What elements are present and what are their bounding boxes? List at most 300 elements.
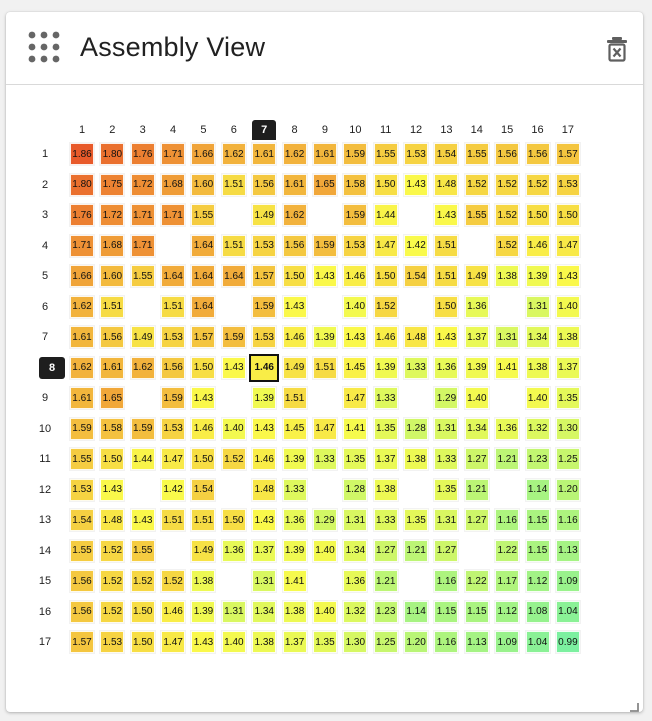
grid-cell[interactable]: 1.36 <box>495 418 519 440</box>
grid-cell[interactable]: 1.49 <box>191 540 215 562</box>
grid-cell[interactable]: 1.50 <box>374 265 398 287</box>
grid-cell[interactable]: 1.52 <box>131 570 155 592</box>
grid-cell[interactable]: 1.36 <box>283 509 307 531</box>
grid-cell[interactable]: 1.21 <box>465 479 489 501</box>
grid-cell[interactable]: 1.55 <box>131 265 155 287</box>
grid-cell[interactable]: 1.59 <box>252 296 276 318</box>
column-header-8[interactable]: 8 <box>291 124 298 136</box>
grid-cell[interactable]: 1.48 <box>434 174 458 196</box>
grid-cell[interactable]: 1.53 <box>70 479 94 501</box>
grid-cell[interactable]: 1.42 <box>404 235 428 257</box>
grid-cell[interactable]: 1.31 <box>252 570 276 592</box>
grid-cell[interactable]: 1.51 <box>161 296 185 318</box>
row-header-2[interactable]: 2 <box>41 178 49 191</box>
column-header-13[interactable]: 13 <box>440 124 453 136</box>
grid-cell[interactable]: 1.45 <box>343 357 367 379</box>
grid-cell[interactable]: 1.33 <box>404 357 428 379</box>
grid-cell[interactable]: 1.43 <box>131 509 155 531</box>
grid-cell[interactable]: 1.45 <box>283 418 307 440</box>
grid-cell[interactable]: 1.37 <box>465 326 489 348</box>
grid-cell[interactable]: 1.57 <box>70 631 94 653</box>
row-header-7[interactable]: 7 <box>41 331 49 343</box>
grid-cell[interactable]: 1.39 <box>191 601 215 623</box>
grid-cell[interactable]: 1.39 <box>252 387 276 409</box>
grid-cell[interactable]: 1.64 <box>191 296 215 318</box>
column-header-3[interactable]: 3 <box>139 124 146 136</box>
grid-cell[interactable]: 1.54 <box>404 265 428 287</box>
grid-cell[interactable]: 1.35 <box>556 387 580 409</box>
column-header-1[interactable]: 1 <box>78 124 86 136</box>
row-header-1[interactable]: 1 <box>41 148 49 160</box>
grid-cell[interactable]: 1.43 <box>434 204 458 226</box>
grid-cell[interactable]: 1.38 <box>191 570 215 592</box>
grid-cell[interactable]: 1.53 <box>343 235 367 257</box>
grid-cell[interactable]: 1.51 <box>100 296 124 318</box>
row-header-13[interactable]: 13 <box>38 514 52 526</box>
grid-cell[interactable]: 1.13 <box>556 540 580 562</box>
grid-cell[interactable]: 1.40 <box>556 296 580 318</box>
grid-cell[interactable]: 1.40 <box>465 387 489 409</box>
grid-cell[interactable]: 1.39 <box>374 357 398 379</box>
column-header-11[interactable]: 11 <box>379 124 392 136</box>
grid-cell[interactable]: 1.56 <box>161 357 185 379</box>
grid-cell[interactable]: 1.62 <box>70 357 94 379</box>
grid-cell[interactable]: 1.39 <box>465 357 489 379</box>
grid-cell[interactable]: 1.43 <box>252 509 276 531</box>
grid-cell[interactable]: 1.38 <box>495 265 519 287</box>
grid-cell[interactable]: 1.33 <box>374 387 398 409</box>
grid-cell[interactable]: 1.15 <box>465 601 489 623</box>
grid-cell[interactable]: 1.50 <box>556 204 580 226</box>
column-header-6[interactable]: 6 <box>230 124 237 136</box>
grid-cell[interactable]: 1.23 <box>374 601 398 623</box>
row-header-5[interactable]: 5 <box>41 270 49 282</box>
grid-cell[interactable]: 1.49 <box>283 357 307 379</box>
grid-cell[interactable]: 1.46 <box>161 601 185 623</box>
grid-cell[interactable]: 1.55 <box>465 143 489 165</box>
grid-cell[interactable]: 1.52 <box>100 540 124 562</box>
grid-cell[interactable]: 1.61 <box>252 143 276 165</box>
grid-cell[interactable]: 1.46 <box>191 418 215 440</box>
grid-cell[interactable]: 1.38 <box>252 631 276 653</box>
grid-cell[interactable]: 1.37 <box>252 540 276 562</box>
grid-cell[interactable]: 1.50 <box>131 601 155 623</box>
grid-cell[interactable]: 1.27 <box>465 448 489 470</box>
grid-cell[interactable]: 1.35 <box>434 479 458 501</box>
grid-cell[interactable]: 1.31 <box>434 509 458 531</box>
grid-cell[interactable]: 1.56 <box>70 570 94 592</box>
grid-cell[interactable]: 1.40 <box>313 601 337 623</box>
grid-cell[interactable]: 0.99 <box>556 631 580 653</box>
grid-cell[interactable]: 1.49 <box>131 326 155 348</box>
grid-cell[interactable]: 1.71 <box>70 235 94 257</box>
grid-cell[interactable]: 1.21 <box>374 570 398 592</box>
grid-cell[interactable]: 1.76 <box>131 143 155 165</box>
grid-cell[interactable]: 1.16 <box>434 570 458 592</box>
grid-cell[interactable]: 1.40 <box>222 418 246 440</box>
grid-cell[interactable]: 1.29 <box>434 387 458 409</box>
grid-cell[interactable]: 1.62 <box>283 143 307 165</box>
grid-cell[interactable]: 1.46 <box>343 265 367 287</box>
grid-cell[interactable]: 1.59 <box>343 204 367 226</box>
grid-cell[interactable]: 1.53 <box>252 326 276 348</box>
grid-cell[interactable]: 1.41 <box>495 357 519 379</box>
grid-cell[interactable]: 1.32 <box>526 418 550 440</box>
grid-cell[interactable]: 1.57 <box>252 265 276 287</box>
column-header-7[interactable]: 7 <box>252 120 276 140</box>
grid-cell[interactable]: 1.56 <box>70 601 94 623</box>
grid-cell[interactable]: 1.25 <box>556 448 580 470</box>
grid-cell[interactable]: 1.15 <box>526 540 550 562</box>
grid-cell[interactable]: 1.51 <box>222 235 246 257</box>
grid-cell[interactable]: 1.51 <box>222 174 246 196</box>
grid-cell[interactable]: 1.50 <box>191 357 215 379</box>
grid-cell[interactable]: 1.35 <box>343 448 367 470</box>
grid-cell[interactable]: 1.28 <box>404 418 428 440</box>
grid-cell[interactable]: 1.71 <box>161 143 185 165</box>
grid-cell[interactable]: 1.58 <box>100 418 124 440</box>
grid-cell[interactable]: 1.39 <box>283 540 307 562</box>
grid-cell[interactable]: 1.53 <box>100 631 124 653</box>
grid-cell[interactable]: 1.16 <box>495 509 519 531</box>
grid-cell[interactable]: 1.52 <box>526 174 550 196</box>
grid-cell[interactable]: 1.31 <box>526 296 550 318</box>
trash-x-icon[interactable] <box>607 36 627 62</box>
grid-cell[interactable]: 1.22 <box>465 570 489 592</box>
grid-cell[interactable]: 1.64 <box>161 265 185 287</box>
grid-cell[interactable]: 1.62 <box>70 296 94 318</box>
grid-cell[interactable]: 1.47 <box>161 631 185 653</box>
grid-cell[interactable]: 1.34 <box>252 601 276 623</box>
grid-cell[interactable]: 1.36 <box>434 357 458 379</box>
grid-cell[interactable]: 1.39 <box>283 448 307 470</box>
grid-cell[interactable]: 1.34 <box>343 540 367 562</box>
resize-corner-icon[interactable] <box>629 699 639 709</box>
grid-cell[interactable]: 1.35 <box>313 631 337 653</box>
grid-cell[interactable]: 1.57 <box>556 143 580 165</box>
grid-cell[interactable]: 1.48 <box>100 509 124 531</box>
grid-cell[interactable]: 1.04 <box>556 601 580 623</box>
grid-cell[interactable]: 1.42 <box>161 479 185 501</box>
grid-cell[interactable]: 1.61 <box>283 174 307 196</box>
grid-cell[interactable]: 1.31 <box>495 326 519 348</box>
grid-cell[interactable]: 1.55 <box>465 204 489 226</box>
grid-cell[interactable]: 1.38 <box>526 357 550 379</box>
grid-cell[interactable]: 1.50 <box>434 296 458 318</box>
row-header-11[interactable]: 11 <box>39 453 51 465</box>
grid-cell[interactable]: 1.56 <box>495 143 519 165</box>
grid-cell[interactable]: 1.14 <box>526 479 550 501</box>
grid-cell[interactable]: 1.41 <box>283 570 307 592</box>
column-header-5[interactable]: 5 <box>200 124 207 136</box>
grid-cell[interactable]: 1.09 <box>556 570 580 592</box>
grid-cell[interactable]: 1.53 <box>404 143 428 165</box>
grid-cell[interactable]: 1.13 <box>465 631 489 653</box>
grid-cell[interactable]: 1.55 <box>374 143 398 165</box>
grid-cell[interactable]: 1.53 <box>161 326 185 348</box>
row-header-6[interactable]: 6 <box>41 300 49 313</box>
grid-cell[interactable]: 1.59 <box>131 418 155 440</box>
grid-cell[interactable]: 1.53 <box>252 235 276 257</box>
row-header-9[interactable]: 9 <box>41 392 49 404</box>
grid-cell[interactable]: 1.52 <box>495 204 519 226</box>
grid-cell[interactable]: 1.59 <box>343 143 367 165</box>
grid-cell[interactable]: 1.43 <box>100 479 124 501</box>
grid-cell[interactable]: 1.43 <box>222 357 246 379</box>
grid-cell[interactable]: 1.61 <box>70 326 94 348</box>
grid-cell[interactable]: 1.20 <box>556 479 580 501</box>
grid-cell[interactable]: 1.50 <box>283 265 307 287</box>
grid-cell[interactable]: 1.52 <box>374 296 398 318</box>
grid-cell[interactable]: 1.80 <box>100 143 124 165</box>
grid-cell[interactable]: 1.33 <box>283 479 307 501</box>
grid-cell[interactable]: 1.48 <box>404 326 428 348</box>
grid-cell[interactable]: 1.44 <box>374 204 398 226</box>
grid-cell[interactable]: 1.55 <box>70 448 94 470</box>
column-header-4[interactable]: 4 <box>170 124 177 136</box>
grid-cell[interactable]: 1.43 <box>404 174 428 196</box>
grid-cell[interactable]: 1.61 <box>313 143 337 165</box>
grid-cell[interactable]: 1.59 <box>70 418 94 440</box>
column-header-10[interactable]: 10 <box>349 124 362 136</box>
grid-cell[interactable]: 1.66 <box>191 143 215 165</box>
column-header-16[interactable]: 16 <box>531 124 544 136</box>
grid-cell[interactable]: 1.59 <box>161 387 185 409</box>
grid-cell[interactable]: 1.47 <box>374 235 398 257</box>
column-header-2[interactable]: 2 <box>109 124 116 136</box>
grid-cell[interactable]: 1.43 <box>343 326 367 348</box>
grid-cell[interactable]: 1.04 <box>526 631 550 653</box>
grid-cell[interactable]: 1.53 <box>161 418 185 440</box>
grid-cell[interactable]: 1.47 <box>343 387 367 409</box>
grid-cell[interactable]: 1.35 <box>374 418 398 440</box>
grid-cell[interactable]: 1.50 <box>100 448 124 470</box>
grid-cell[interactable]: 1.50 <box>222 509 246 531</box>
grid-cell[interactable]: 1.46 <box>252 448 276 470</box>
grid-cell[interactable]: 1.21 <box>404 540 428 562</box>
grid-cell[interactable]: 1.37 <box>283 631 307 653</box>
grid-cell[interactable]: 1.76 <box>70 204 94 226</box>
grid-cell[interactable]: 1.51 <box>283 387 307 409</box>
grid-cell[interactable]: 1.43 <box>191 631 215 653</box>
grid-cell[interactable]: 1.64 <box>191 265 215 287</box>
grid-cell[interactable]: 1.52 <box>495 174 519 196</box>
grid-cell[interactable]: 1.38 <box>404 448 428 470</box>
grid-cell[interactable]: 1.75 <box>100 174 124 196</box>
grid-cell[interactable]: 1.43 <box>283 296 307 318</box>
grid-cell[interactable]: 1.12 <box>495 601 519 623</box>
grid-cell[interactable]: 1.57 <box>191 326 215 348</box>
grid-cell[interactable]: 1.64 <box>222 265 246 287</box>
grid-cell[interactable]: 1.38 <box>374 479 398 501</box>
grid-cell[interactable]: 1.27 <box>374 540 398 562</box>
grid-cell[interactable]: 1.51 <box>434 265 458 287</box>
grid-cell[interactable]: 1.80 <box>70 174 94 196</box>
grid-cell[interactable]: 1.40 <box>343 296 367 318</box>
grid-cell[interactable]: 1.50 <box>526 204 550 226</box>
grid-cell[interactable]: 1.43 <box>252 418 276 440</box>
grid-cell[interactable]: 1.40 <box>222 631 246 653</box>
grid-cell[interactable]: 1.49 <box>465 265 489 287</box>
grid-cell[interactable]: 1.59 <box>222 326 246 348</box>
grid-cell[interactable]: 1.17 <box>495 570 519 592</box>
row-header-8[interactable]: 8 <box>39 357 65 379</box>
grid-cell[interactable]: 1.30 <box>556 418 580 440</box>
grid-cell[interactable]: 1.27 <box>465 509 489 531</box>
grid-cell[interactable]: 1.35 <box>404 509 428 531</box>
grid-cell[interactable]: 1.55 <box>191 204 215 226</box>
grid-cell[interactable]: 1.54 <box>70 509 94 531</box>
grid-cell[interactable]: 1.38 <box>556 326 580 348</box>
grid-cell[interactable]: 1.47 <box>313 418 337 440</box>
grip-dots-icon[interactable] <box>27 30 61 64</box>
grid-cell[interactable]: 1.22 <box>495 540 519 562</box>
grid-cell[interactable]: 1.37 <box>374 448 398 470</box>
grid-cell[interactable]: 1.71 <box>131 204 155 226</box>
grid-cell[interactable]: 1.43 <box>191 387 215 409</box>
grid-cell[interactable]: 1.48 <box>252 479 276 501</box>
grid-cell[interactable]: 1.51 <box>161 509 185 531</box>
grid-cell[interactable]: 1.65 <box>313 174 337 196</box>
grid-cell[interactable]: 1.52 <box>100 601 124 623</box>
grid-cell[interactable]: 1.39 <box>313 326 337 348</box>
grid-cell[interactable]: 1.30 <box>343 631 367 653</box>
grid-cell[interactable]: 1.49 <box>252 204 276 226</box>
grid-cell[interactable]: 1.60 <box>191 174 215 196</box>
grid-cell[interactable]: 1.52 <box>222 448 246 470</box>
grid-cell[interactable]: 1.31 <box>343 509 367 531</box>
grid-cell[interactable]: 1.46 <box>526 235 550 257</box>
grid-cell[interactable]: 1.52 <box>495 235 519 257</box>
grid-cell[interactable]: 1.51 <box>434 235 458 257</box>
grid-cell[interactable]: 1.47 <box>556 235 580 257</box>
grid-cell[interactable]: 1.43 <box>313 265 337 287</box>
grid-cell[interactable]: 1.58 <box>343 174 367 196</box>
grid-cell[interactable]: 1.62 <box>131 357 155 379</box>
grid-cell[interactable]: 1.55 <box>70 540 94 562</box>
grid-cell[interactable]: 1.53 <box>556 174 580 196</box>
grid-cell[interactable]: 1.41 <box>343 418 367 440</box>
grid-cell[interactable]: 1.68 <box>161 174 185 196</box>
column-header-12[interactable]: 12 <box>409 124 423 136</box>
grid-cell[interactable]: 1.56 <box>252 174 276 196</box>
grid-cell[interactable]: 1.43 <box>434 326 458 348</box>
grid-cell[interactable]: 1.52 <box>100 570 124 592</box>
grid-cell[interactable]: 1.16 <box>556 509 580 531</box>
grid-cell[interactable]: 1.21 <box>495 448 519 470</box>
row-header-12[interactable]: 12 <box>38 483 52 496</box>
grid-cell[interactable]: 1.39 <box>526 265 550 287</box>
grid-cell[interactable]: 1.33 <box>313 448 337 470</box>
column-header-9[interactable]: 9 <box>321 124 329 136</box>
column-header-14[interactable]: 14 <box>470 124 483 136</box>
grid-cell[interactable]: 1.54 <box>434 143 458 165</box>
grid-cell[interactable]: 1.08 <box>526 601 550 623</box>
grid-cell[interactable]: 1.33 <box>374 509 398 531</box>
grid-cell[interactable]: 1.62 <box>222 143 246 165</box>
grid-cell[interactable]: 1.56 <box>283 235 307 257</box>
grid-cell[interactable]: 1.47 <box>161 448 185 470</box>
grid-cell[interactable]: 1.64 <box>191 235 215 257</box>
row-header-10[interactable]: 10 <box>38 422 52 435</box>
grid-cell[interactable]: 1.46 <box>374 326 398 348</box>
grid-cell[interactable]: 1.51 <box>313 357 337 379</box>
grid-cell[interactable]: 1.43 <box>556 265 580 287</box>
grid-cell[interactable]: 1.56 <box>526 143 550 165</box>
grid-cell[interactable]: 1.16 <box>434 631 458 653</box>
grid-cell[interactable]: 1.54 <box>191 479 215 501</box>
grid-cell[interactable]: 1.31 <box>434 418 458 440</box>
grid-cell[interactable]: 1.52 <box>161 570 185 592</box>
grid-cell[interactable]: 1.65 <box>100 387 124 409</box>
grid-cell[interactable]: 1.20 <box>404 631 428 653</box>
grid-cell[interactable]: 1.50 <box>191 448 215 470</box>
grid-cell[interactable]: 1.14 <box>404 601 428 623</box>
grid-cell[interactable]: 1.36 <box>465 296 489 318</box>
grid-cell[interactable]: 1.56 <box>100 326 124 348</box>
grid-cell[interactable]: 1.29 <box>313 509 337 531</box>
row-header-15[interactable]: 15 <box>38 575 52 587</box>
grid-cell[interactable]: 1.51 <box>191 509 215 531</box>
grid-cell[interactable]: 1.66 <box>70 265 94 287</box>
grid-cell[interactable]: 1.33 <box>434 448 458 470</box>
grid-cell[interactable]: 1.15 <box>526 509 550 531</box>
grid-cell[interactable]: 1.72 <box>131 174 155 196</box>
grid-cell[interactable]: 1.50 <box>374 174 398 196</box>
grid-cell[interactable]: 1.59 <box>313 235 337 257</box>
grid-cell[interactable]: 1.36 <box>222 540 246 562</box>
grid-cell[interactable]: 1.15 <box>434 601 458 623</box>
grid-cell[interactable]: 1.61 <box>100 357 124 379</box>
grid-cell[interactable]: 1.52 <box>465 174 489 196</box>
grid-cell[interactable]: 1.25 <box>374 631 398 653</box>
grid-cell[interactable]: 1.86 <box>70 143 94 165</box>
grid-cell[interactable]: 1.44 <box>131 448 155 470</box>
row-header-3[interactable]: 3 <box>41 209 49 221</box>
grid-cell[interactable]: 1.34 <box>465 418 489 440</box>
grid-cell[interactable]: 1.38 <box>283 601 307 623</box>
column-header-17[interactable]: 17 <box>561 124 575 136</box>
grid-cell[interactable]: 1.36 <box>343 570 367 592</box>
grid-cell[interactable]: 1.37 <box>556 357 580 379</box>
row-header-17[interactable]: 17 <box>38 636 52 648</box>
row-header-4[interactable]: 4 <box>41 239 49 252</box>
grid-cell[interactable]: 1.40 <box>313 540 337 562</box>
grid-cell[interactable]: 1.55 <box>131 540 155 562</box>
grid-cell[interactable]: 1.40 <box>526 387 550 409</box>
grid-cell[interactable]: 1.28 <box>343 479 367 501</box>
grid-cell[interactable]: 1.61 <box>70 387 94 409</box>
grid-cell[interactable]: 1.09 <box>495 631 519 653</box>
column-header-15[interactable]: 15 <box>501 124 514 136</box>
grid-cell[interactable]: 1.71 <box>161 204 185 226</box>
grid-cell[interactable]: 1.46 <box>283 326 307 348</box>
row-header-14[interactable]: 14 <box>38 544 52 557</box>
grid-cell[interactable]: 1.34 <box>526 326 550 348</box>
grid-cell[interactable]: 1.27 <box>434 540 458 562</box>
grid-cell[interactable]: 1.50 <box>131 631 155 653</box>
grid-cell[interactable]: 1.23 <box>526 448 550 470</box>
grid-cell[interactable]: 1.60 <box>100 265 124 287</box>
grid-cell[interactable]: 1.31 <box>222 601 246 623</box>
selected-cell[interactable]: 1.46 <box>249 354 279 382</box>
grid-cell[interactable]: 1.12 <box>526 570 550 592</box>
grid-cell[interactable]: 1.32 <box>343 601 367 623</box>
grid-cell[interactable]: 1.72 <box>100 204 124 226</box>
grid-cell[interactable]: 1.68 <box>100 235 124 257</box>
grid-cell[interactable]: 1.71 <box>131 235 155 257</box>
row-header-16[interactable]: 16 <box>38 605 52 618</box>
